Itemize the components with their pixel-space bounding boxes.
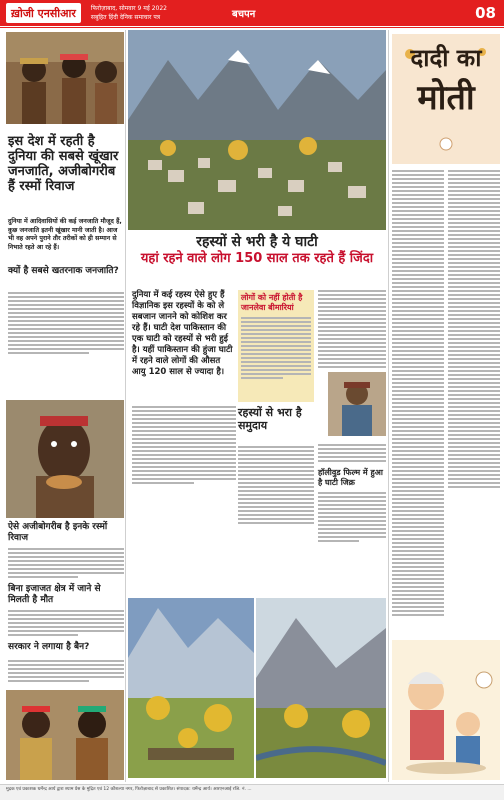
column-divider-right — [388, 30, 389, 782]
center-lead: दुनिया में कई रहस्य ऐसे हुए हैं विज्ञानिक इस रहस्यों के को ले सबजान जानने को कोशिश कर रहे हैं। घाटी देश पाकिस्तान की एक घाटी को रहस्यों से भरी हुई है। यहीं पाकिस्तान की हुंजा घाटी में रहने वाले लोगों की औसत आयु 120 साल से ज्यादा है। — [132, 290, 233, 377]
center-text-block-2 — [318, 290, 386, 370]
left-text-block-1 — [8, 292, 124, 396]
dateline-date: फिरोज़ाबाद, सोमवार 9 मई 2022 — [90, 5, 167, 12]
left-text-block-4 — [8, 660, 124, 684]
left-text-block-2 — [8, 548, 124, 580]
masthead-rule — [0, 27, 504, 28]
tribe-photo-woman — [6, 400, 124, 518]
right-text-block-1 — [392, 170, 444, 618]
center-text-block-1 — [132, 406, 236, 486]
center-banner — [128, 230, 386, 284]
tribe-photo-top — [6, 32, 124, 124]
right-headline-line1: दादी का — [410, 44, 482, 72]
footer-imprint: मुद्रक एवं प्रकाशक धर्मेन्द्र आर्य द्वारा श्याम प्रेस के मुद्रित एवं 12 कौशल्या नगर, फिरोज़ाबाद से प्रकाशित। संपादक: धर्मेन्द्र आर्य। आरएनआई रजि. नं. ... — [0, 784, 504, 800]
person-photo — [328, 372, 386, 436]
right-header-box — [392, 34, 500, 164]
center-text-block-5 — [318, 492, 386, 544]
center-text-block-3 — [238, 446, 314, 526]
right-text-block-2 — [448, 170, 500, 490]
side-box-lines — [241, 317, 311, 379]
dateline — [91, 4, 167, 22]
side-box-heading: लोगों को नहीं होती है जानलेवा बीमारियां — [241, 293, 303, 312]
valley-photo — [128, 30, 386, 230]
valley-photo-3 — [256, 598, 386, 778]
side-box — [238, 290, 314, 402]
banner-title: रहस्यों से भरी है ये घाटी — [196, 234, 318, 250]
left-subhead-2: ऐसे अजीबोगरीब है इनके रस्मों रिवाज — [8, 522, 108, 543]
section-title: बचपन — [232, 9, 256, 20]
dateline-tagline: सबुहित हिंदी देनिक समाचार पत्र — [90, 14, 161, 21]
valley-photo-2 — [128, 598, 254, 778]
center-text-block-4 — [318, 444, 386, 464]
masthead — [0, 0, 504, 26]
column-divider-left — [125, 30, 126, 782]
left-intro: दुनिया में आदिवासियों की कई जनजाति मौजूद हैं, कुछ जनजाति इतनी खूंखार मानी जाती है। आज भी वह अपने पुराने तौर तरीकों को ही सम्मान से निभाते रहते आ रहे हैं। — [8, 218, 122, 251]
grandma-illustration — [392, 640, 500, 780]
tribe-photo-bottom — [6, 690, 124, 780]
right-subhead: हॉलीवुड फिल्म में हुआ है घाटी जिक्र — [318, 468, 383, 487]
left-headline: इस देश में रहती है दुनिया की सबसे खूंखार जनजाति, अजीबोगरीब हैं रस्मों रिवाज — [8, 134, 119, 194]
banner-subtitle: यहां रहने वाले लोग 150 साल तक रहते हैं जिंदा — [140, 251, 374, 266]
page-number: 08 — [475, 4, 496, 22]
left-text-block-3 — [8, 610, 124, 638]
mid-heading: रहस्यों से भरा है समुदाय — [238, 406, 302, 432]
left-subhead-3: बिना इजाजत क्षेत्र में जाने से मिलती है मौत — [8, 584, 101, 605]
brand-logo: ख़ोजी एनसीआर — [6, 3, 81, 23]
left-subhead-1: क्यों है सबसे खतरनाक जनजाति? — [8, 266, 119, 276]
left-subhead-4: सरकार ने लगाया है बैन? — [8, 642, 90, 652]
right-headline-line2: मोती — [417, 78, 475, 118]
